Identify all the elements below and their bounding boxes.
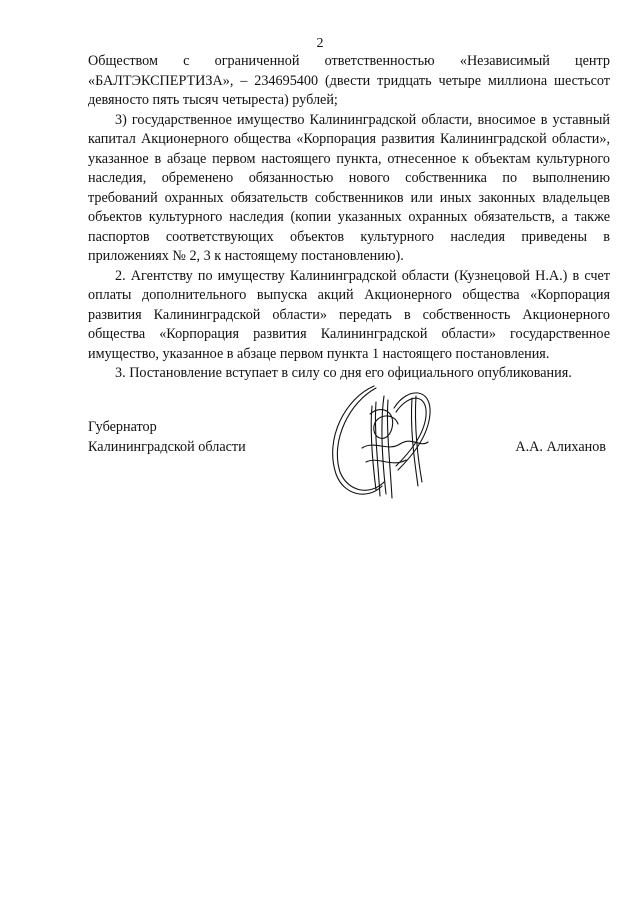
paragraph-item-3: 3) государственное имущество Калининградской области, вносимое в уставный капитал Акционерного общества «Корпорация развития Калининградской области», указанное в абзаце первом настоящего пункта, отнесенное к объектам культурного наследия, обременено обязанностью нового собственника по выполнению требований охранных обязательств собственников или иных законных владельцев объектов культурного наследия (копии указанных охранных обязательств, а также паспортов соответствующих объектов культурного наследия приведены в приложениях № 2, 3 к настоящему постановлению). bbox=[88, 111, 610, 264]
signer-name: А.А. Алиханов bbox=[515, 438, 606, 455]
paragraph-continuation: Обществом с ограниченной ответственностью «Независимый центр «БАЛТЭКСПЕРТИЗА», – 234695400 (двести тридцать четыре миллиона шестьсот девяносто пять тысяч четыреста) рублей; bbox=[88, 53, 610, 108]
document-body bbox=[88, 52, 610, 384]
signature-block bbox=[88, 418, 610, 498]
signer-title: Губернатор bbox=[88, 419, 157, 435]
paragraph-point-2: 2. Агентству по имуществу Калининградской области (Кузнецовой Н.А.) в счет оплаты дополнительного выпуска акций Акционерного общества «Корпорация развития Калининградской области» передать в собственность Акционерного общества «Корпорация развития Калининградской области» государственное имущество, указанное в абзаце первом пункта 1 настоящего постановления. bbox=[88, 267, 610, 362]
signer-region: Калининградской области bbox=[88, 438, 246, 455]
page-number: 2 bbox=[316, 36, 324, 51]
paragraph-point-3: 3. Постановление вступает в силу со дня его официального опубликования. bbox=[115, 365, 572, 381]
